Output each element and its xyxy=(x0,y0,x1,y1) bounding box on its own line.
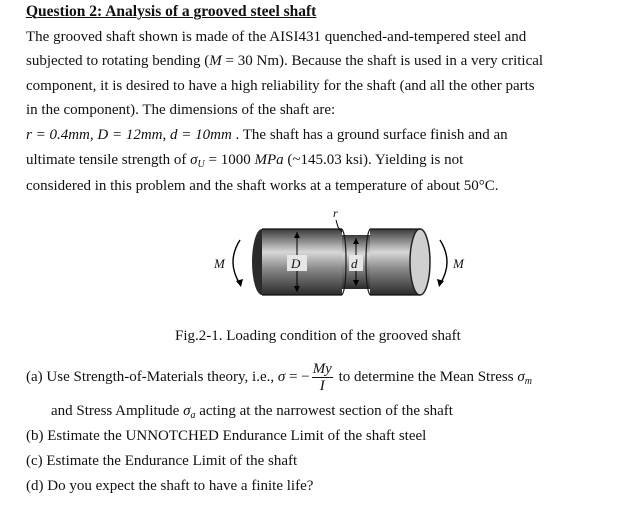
fraction-numerator: My xyxy=(312,361,332,377)
question-a-line-2 xyxy=(51,403,453,421)
moment-symbol: M xyxy=(209,53,222,69)
sigma-symbol: σ xyxy=(190,152,198,168)
fraction-denominator: I xyxy=(319,378,325,394)
label-M-right: M xyxy=(453,256,464,271)
label-r: r xyxy=(333,206,338,220)
paragraph-line-3: component, it is desired to have a high reliability for the shaft (and all the other parts xyxy=(26,78,535,94)
question-c: (c) Estimate the Endurance Limit of the shaft xyxy=(26,453,298,469)
question-title: Question 2: Analysis of a grooved steel shaft xyxy=(26,3,317,20)
paragraph-line-2 xyxy=(26,53,543,70)
question-d: (d) Do you expect the shaft to have a finite life? xyxy=(26,478,314,494)
label-D: D xyxy=(291,256,301,271)
grooved-shaft-figure xyxy=(200,205,480,315)
paragraph-line-5 xyxy=(26,127,508,144)
paragraph-line-7: considered in this problem and the shaft works at a temperature of about 50°C. xyxy=(26,178,499,194)
moment-arrow-left xyxy=(233,240,240,284)
sigma-m-symbol: σ xyxy=(517,368,525,385)
sigma-m-subscript: m xyxy=(524,375,532,387)
paragraph-line-4: in the component). The dimensions of the shaft are: xyxy=(26,102,336,118)
figure-caption: Fig.2-1. Loading condition of the grooved shaft xyxy=(175,328,461,344)
paragraph-line-1: The grooved shaft shown is made of the AISI431 quenched-and-tempered steel and xyxy=(26,29,527,45)
text-segment: . The shaft has a ground surface finish and an xyxy=(231,127,508,143)
text-segment: and Stress Amplitude xyxy=(51,403,184,419)
sigma-subscript: U xyxy=(197,159,205,170)
sigma-symbol: σ xyxy=(277,368,286,385)
dimensions-formula: r = 0.4mm, D = 12mm, d = 10mm xyxy=(26,127,232,143)
text-segment: = 1000 xyxy=(204,152,255,168)
text-segment: to determine the Mean Stress xyxy=(334,368,518,385)
text-segment: = − xyxy=(285,368,310,385)
moment-arrow-right xyxy=(440,240,447,284)
paragraph-line-6 xyxy=(26,152,463,170)
shaft-right-end xyxy=(410,229,430,295)
text-segment: (a) Use Strength-of-Materials theory, i.e., xyxy=(26,368,278,385)
text-segment: subjected to rotating bending ( xyxy=(26,53,210,69)
text-segment: = 30 Nm). Because the shaft is used in a very critical xyxy=(221,53,544,69)
text-segment: (~145.03 ksi). Yielding is not xyxy=(283,152,464,168)
label-M-left: M xyxy=(214,256,225,271)
text-segment: ultimate tensile strength of xyxy=(26,152,191,168)
text-segment: acting at the narrowest section of the shaft xyxy=(195,403,453,419)
sigma-a-symbol: σ xyxy=(183,403,191,419)
unit-mpa: MPa xyxy=(254,152,284,168)
question-a-line-1 xyxy=(26,361,532,394)
question-b: (b) Estimate the UNNOTCHED Endurance Limit of the shaft steel xyxy=(26,428,427,444)
sigma-a-subscript: a xyxy=(190,410,196,421)
label-d: d xyxy=(351,256,358,271)
stress-fraction xyxy=(312,361,333,394)
